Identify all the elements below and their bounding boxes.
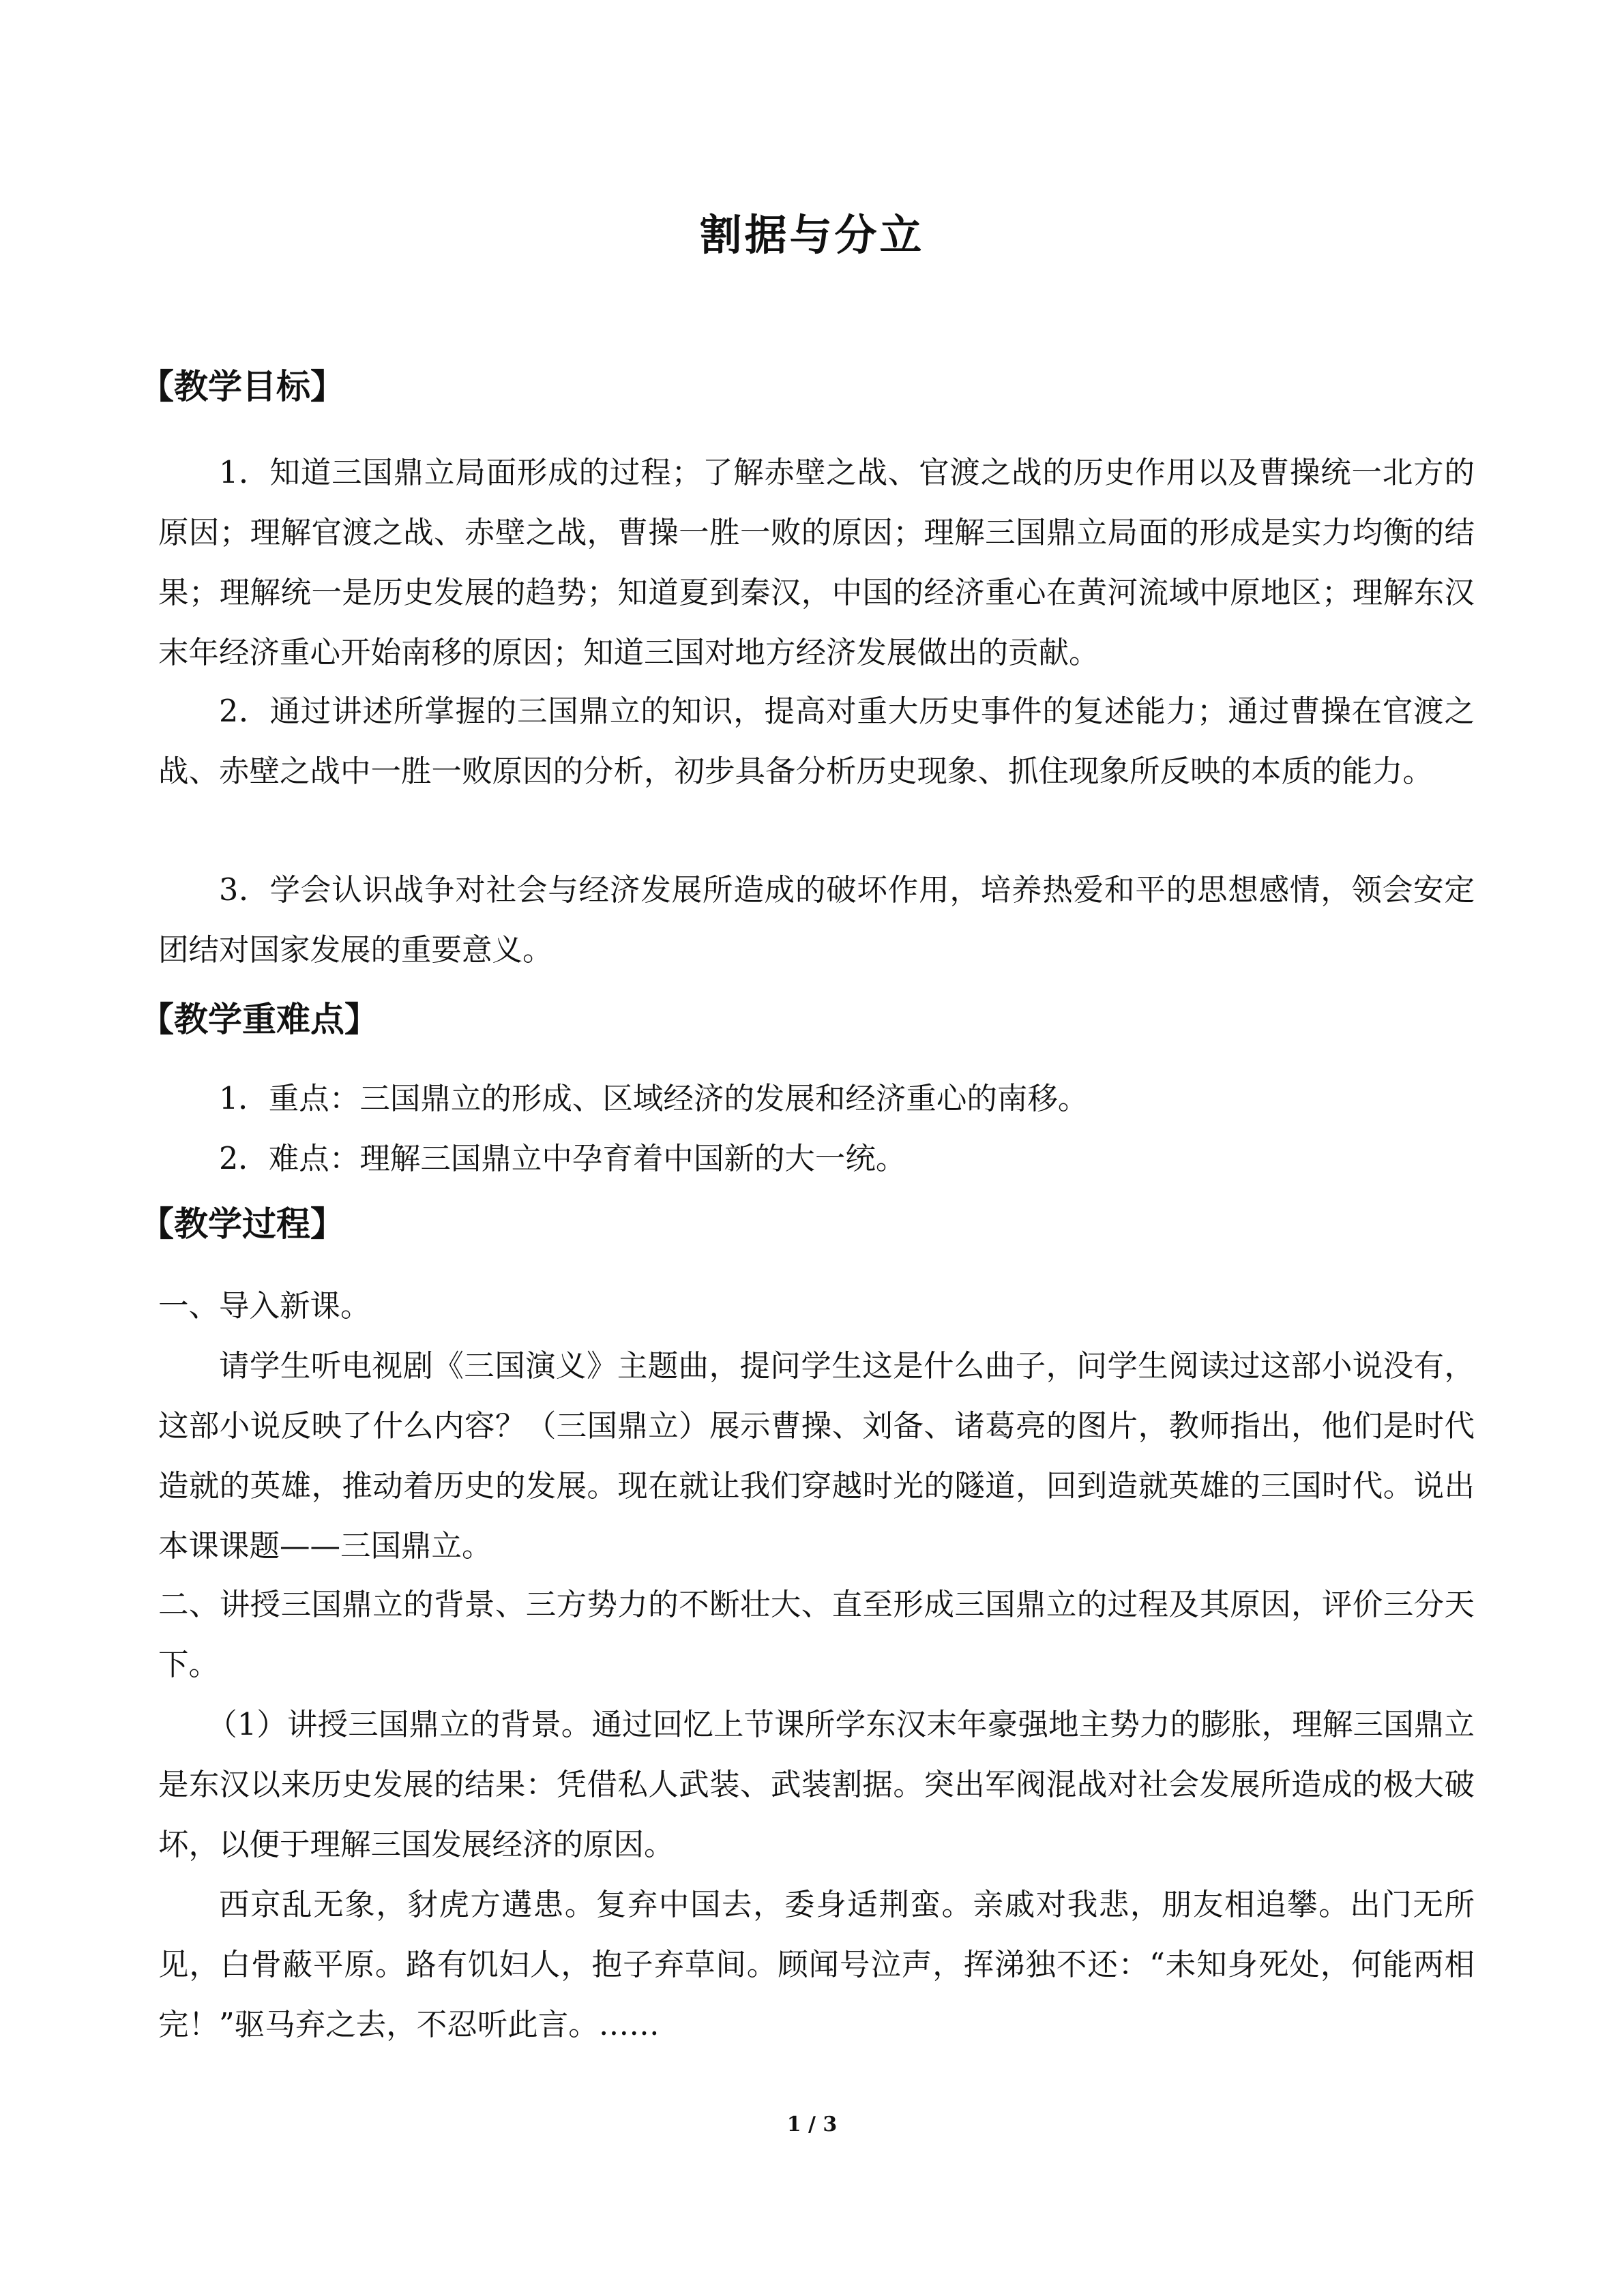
key-point-item-2: 2．难点：理解三国鼎立中孕育着中国新的大一统。 [219, 1142, 906, 1176]
process-step-2-sub-1: （1）讲授三国鼎立的背景。通过回忆上节课所学东汉末年豪强地主势力的膨胀，理解三国鼎立是东汉以来历史发展的结果：凭借私人武装、武装割据。突出军阀混战对社会发展所造成的极大破坏，以便于理解三国发展经济的原因。 [158, 1708, 1475, 1862]
page-number: 1 / 3 [786, 2113, 838, 2136]
page-title: 割据与分立 [699, 210, 925, 260]
section-heading-key-points: 【教学重难点】 [140, 999, 379, 1039]
key-point-item-1: 1．重点：三国鼎立的形成、区域经济的发展和经济重心的南移。 [219, 1082, 1089, 1116]
process-step-1-body: 请学生听电视剧《三国演义》主题曲，提问学生这是什么曲子，问学生阅读过这部小说没有，这部小说反映了什么内容？（三国鼎立）展示曹操、刘备、诸葛亮的图片，教师指出，他们是时代造就的英雄，推动着历史的发展。现在就让我们穿越时光的隧道，回到造就英雄的三国时代。说出本课课题——三国鼎立。 [158, 1349, 1475, 1564]
process-step-2-title: 二、讲授三国鼎立的背景、三方势力的不断壮大、直至形成三国鼎立的过程及其原因，评价三分天下。 [158, 1587, 1475, 1682]
process-step-1-title: 一、导入新课。 [158, 1289, 371, 1324]
goal-item-3: 3．学会认识战争对社会与经济发展所造成的破坏作用，培养热爱和平的思想感情，领会安定团结对国家发展的重要意义。 [158, 873, 1475, 968]
poem-quote: 西京乱无象，豺虎方遘患。复弃中国去，委身适荆蛮。亲戚对我悲，朋友相追攀。出门无所见，白骨蔽平原。路有饥妇人，抱子弃草间。顾闻号泣声，挥涕独不还：“未知身死处，何能两相完！”驱马弃之去，不忍听此言。…… [158, 1888, 1475, 2042]
section-heading-teaching-process: 【教学过程】 [140, 1204, 344, 1244]
goal-item-2: 2．通过讲述所掌握的三国鼎立的知识，提高对重大历史事件的复述能力；通过曹操在官渡之战、赤壁之战中一胜一败原因的分析，初步具备分析历史现象、抓住现象所反映的本质的能力。 [158, 694, 1475, 789]
goal-item-1: 1．知道三国鼎立局面形成的过程；了解赤壁之战、官渡之战的历史作用以及曹操统一北方的原因；理解官渡之战、赤壁之战，曹操一胜一败的原因；理解三国鼎立局面的形成是实力均衡的结果；理解统一是历史发展的趋势；知道夏到秦汉，中国的经济重心在黄河流域中原地区；理解东汉末年经济重心开始南移的原因；知道三国对地方经济发展做出的贡献。 [158, 456, 1475, 670]
section-heading-teaching-goals: 【教学目标】 [140, 366, 344, 406]
